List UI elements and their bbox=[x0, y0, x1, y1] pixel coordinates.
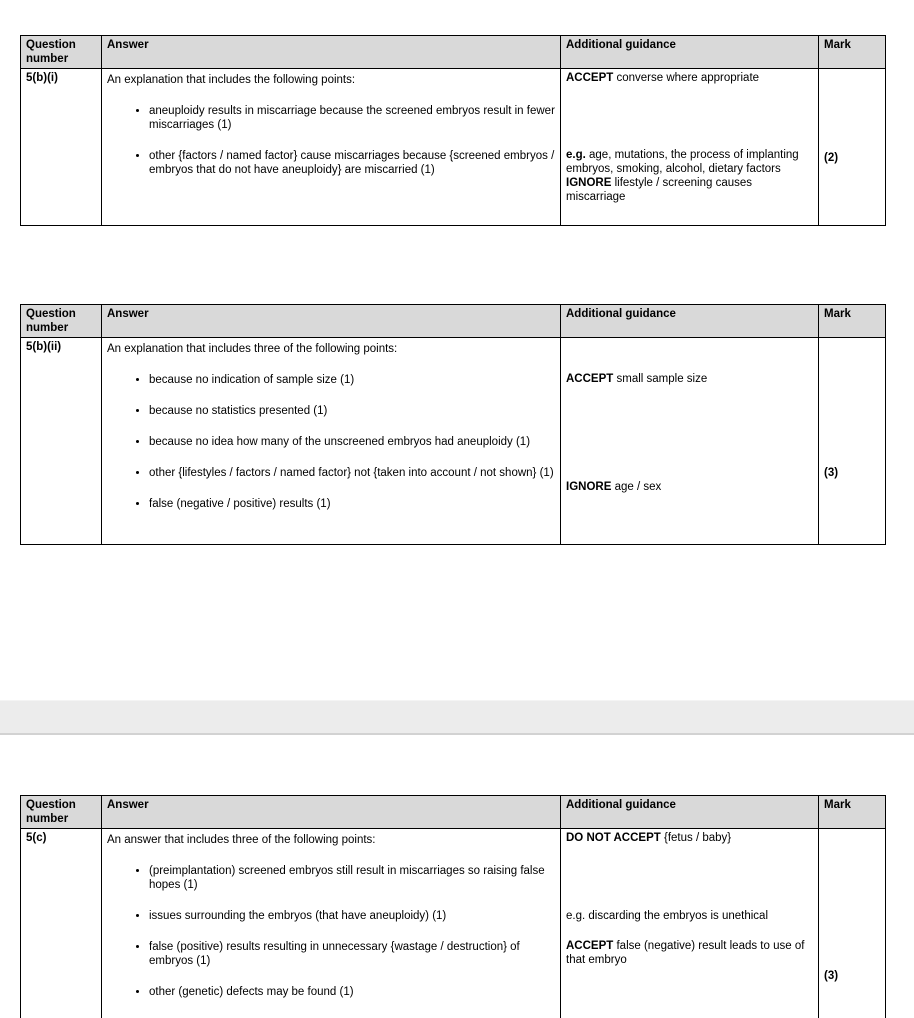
answer-intro: An explanation that includes three of the following points: bbox=[107, 343, 398, 355]
guidance-item bbox=[566, 831, 813, 845]
guidance-keyword: ACCEPT bbox=[566, 72, 614, 84]
answer-cell bbox=[102, 338, 561, 545]
guidance-keyword: ACCEPT bbox=[566, 373, 614, 385]
guidance-item bbox=[566, 939, 813, 967]
answer-bullet-list bbox=[107, 104, 555, 177]
question-number: 5(b)(i) bbox=[26, 72, 58, 84]
guidance-text: false (negative) result leads to use of that embryo bbox=[566, 940, 805, 966]
mark-value: (3) bbox=[824, 467, 839, 479]
question-number-cell bbox=[21, 829, 102, 1018]
guidance-text: lifestyle / screening causes miscarriage bbox=[566, 177, 753, 203]
guidance-item bbox=[566, 148, 813, 176]
table-body-row bbox=[21, 829, 886, 1018]
answer-intro: An answer that includes three of the following points: bbox=[107, 834, 376, 846]
header-additional-guidance: Additional guidance bbox=[561, 305, 819, 338]
guidance-keyword: IGNORE bbox=[566, 481, 612, 493]
mark-scheme-table-5bi bbox=[20, 35, 886, 226]
table-header-row bbox=[21, 796, 886, 829]
header-mark: Mark bbox=[819, 796, 886, 829]
header-question-number: Question number bbox=[21, 305, 102, 338]
guidance-text: age, mutations, the process of implanting embryos, smoking, alcohol, dietary factors bbox=[566, 149, 799, 175]
guidance-item bbox=[566, 909, 813, 923]
question-number: 5(b)(ii) bbox=[26, 341, 62, 353]
mark-value: (3) bbox=[824, 970, 839, 982]
answer-bullet: • other {factors / named factor} cause miscarriages because {screened embryos / embryos that do not have aneuploidy} are miscarried (1) bbox=[149, 149, 555, 177]
guidance-item bbox=[566, 176, 813, 204]
mark-cell bbox=[819, 338, 886, 545]
answer-bullet-list bbox=[107, 373, 555, 511]
guidance-keyword: e.g. bbox=[566, 910, 586, 922]
mark-cell bbox=[819, 69, 886, 226]
answer-intro: An explanation that includes the following points: bbox=[107, 74, 356, 86]
mark-scheme-table-5bii bbox=[20, 304, 886, 545]
guidance-keyword: IGNORE bbox=[566, 177, 612, 189]
header-additional-guidance: Additional guidance bbox=[561, 36, 819, 69]
header-answer: Answer bbox=[102, 305, 561, 338]
page-break-band bbox=[0, 700, 914, 735]
guidance-cell bbox=[561, 829, 819, 1018]
answer-cell bbox=[102, 829, 561, 1018]
header-mark: Mark bbox=[819, 305, 886, 338]
guidance-item bbox=[566, 372, 813, 386]
question-number-cell bbox=[21, 338, 102, 545]
answer-bullet: • because no statistics presented (1) bbox=[149, 404, 555, 418]
mark-value: (2) bbox=[824, 152, 839, 164]
guidance-keyword: ACCEPT bbox=[566, 940, 614, 952]
answer-bullet: • issues surrounding the embryos (that have aneuploidy) (1) bbox=[149, 909, 555, 923]
answer-bullet-list bbox=[107, 864, 555, 999]
guidance-cell bbox=[561, 69, 819, 226]
header-answer: Answer bbox=[102, 796, 561, 829]
guidance-item bbox=[566, 480, 813, 494]
mark-cell bbox=[819, 829, 886, 1018]
guidance-text: small sample size bbox=[616, 373, 708, 385]
guidance-cell bbox=[561, 338, 819, 545]
table-header-row bbox=[21, 36, 886, 69]
question-number-cell bbox=[21, 69, 102, 226]
guidance-text: discarding the embryos is unethical bbox=[588, 910, 769, 922]
guidance-text: {fetus / baby} bbox=[663, 832, 732, 844]
guidance-keyword: DO NOT ACCEPT bbox=[566, 832, 661, 844]
answer-bullet: • aneuploidy results in miscarriage because the screened embryos result in fewer miscarriages (1) bbox=[149, 104, 555, 132]
answer-bullet: • because no indication of sample size (1) bbox=[149, 373, 555, 387]
header-question-number: Question number bbox=[21, 796, 102, 829]
guidance-text: converse where appropriate bbox=[616, 72, 760, 84]
table-header-row bbox=[21, 305, 886, 338]
answer-bullet: • other (genetic) defects may be found (1) bbox=[149, 985, 555, 999]
header-mark: Mark bbox=[819, 36, 886, 69]
answer-bullet: • other {lifestyles / factors / named factor} not {taken into account / not shown} (1) bbox=[149, 466, 555, 480]
guidance-text: age / sex bbox=[614, 481, 662, 493]
answer-bullet: • because no idea how many of the unscreened embryos had aneuploidy (1) bbox=[149, 435, 555, 449]
table-body-row bbox=[21, 69, 886, 226]
answer-bullet: • (preimplantation) screened embryos still result in miscarriages so raising false hopes (1) bbox=[149, 864, 555, 892]
question-number: 5(c) bbox=[26, 832, 47, 844]
header-additional-guidance: Additional guidance bbox=[561, 796, 819, 829]
answer-bullet: • false (negative / positive) results (1) bbox=[149, 497, 555, 511]
mark-scheme-table-5c bbox=[20, 795, 886, 1018]
table-body-row bbox=[21, 338, 886, 545]
answer-bullet: • false (positive) results resulting in unnecessary {wastage / destruction} of embryos (1) bbox=[149, 940, 555, 968]
header-question-number: Question number bbox=[21, 36, 102, 69]
answer-cell bbox=[102, 69, 561, 226]
guidance-keyword: e.g. bbox=[566, 149, 586, 161]
header-answer: Answer bbox=[102, 36, 561, 69]
guidance-item bbox=[566, 71, 813, 85]
